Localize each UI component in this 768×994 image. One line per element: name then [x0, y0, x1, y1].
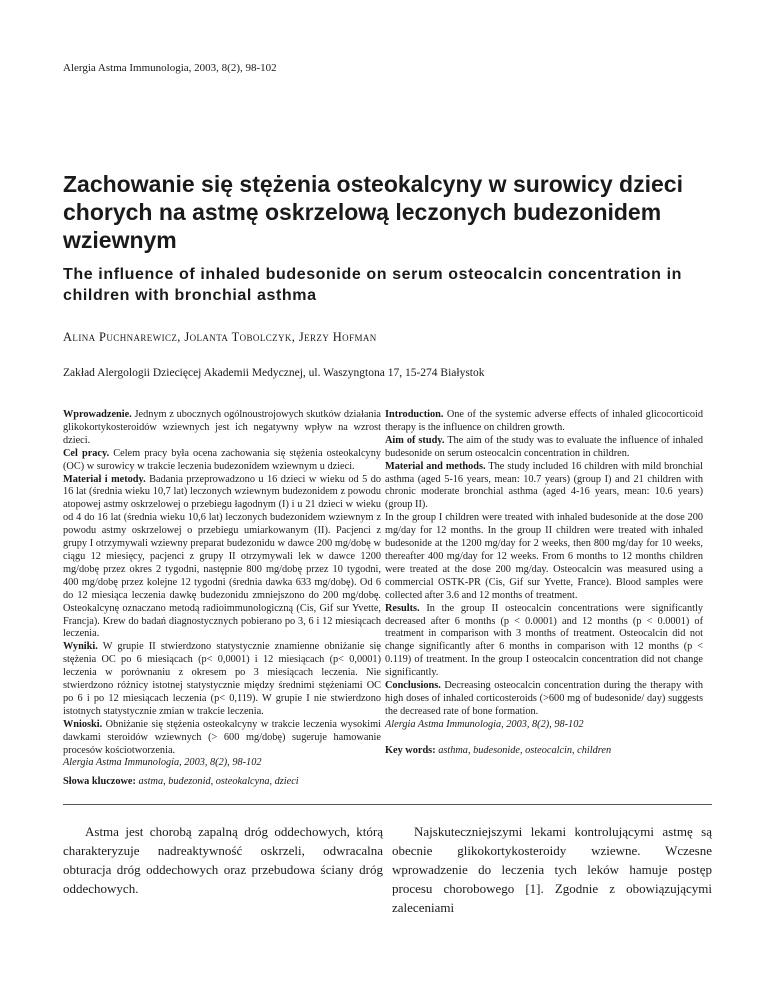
- abstract-pl-results-label: Wyniki.: [63, 641, 98, 653]
- abstract-en-conclusions-text: Decreasing osteocalcin concentration during the therapy with high doses of inhaled corticosteroids (>600 mg of budesonide/ day) suggests the decreased rate of bone formation.: [385, 680, 703, 717]
- body-text-left: Astma jest chorobą zapalną dróg oddechowych, którą charakteryzuje nadreaktywność oskrzeli, odwracalna obturacja dróg oddechowych oraz przebudowa ściany dróg oddechowych.: [63, 824, 383, 896]
- abstract-en-conclusions: [385, 680, 703, 719]
- abstract-en-methods-text: The study included 16 children with mild bronchial asthma (aged 5-16 years, mean: 10.7 years) (group I) and 21 children with chronic moderate bronchial asthma (aged 4-16 years, mean: 10.6 years) (group II).: [385, 460, 703, 511]
- abstract-en-aim-text: The aim of the study was to evaluate the influence of inhaled budesonide on serum osteocalcin concentration in children.: [385, 434, 703, 459]
- abstract-en-conclusions-label: Conclusions.: [385, 680, 441, 692]
- keywords-english: [385, 745, 703, 758]
- abstract-pl-methods-text: Badania przeprowadzono u 16 dzieci w wieku od 5 do 16 lat (średnia wieku 10,7 lat) leczonych wziewnym budezonidem z powodu atopowej astmy oskrzelowej o przebiegu łagodnym (I) i u 21 dzieci w wieku od 4 do 16 lat (średnia wieku 10,6 lat) leczonych budezonidem wziewnym z powodu astmy oskrzelowej o przebiegu umiarkowanym (II). Pacjenci z grupy I otrzymywali wziewny preparat budezonidu w dawce 200 mg/dobę w ciągu 12 miesięcy, pacjenci z grupy II otrzymywali lek w dawce 1200 mg/dobę przez okres 2 tygodni, następnie 800 mg/dobę przez 10 tygodni, 400 mg/dobę przez kolejne 12 tygodni (średnia dawka 633 mg/dobę). Od 6 do 12 miesiąca leczenia dawkę budezonidu zmniejszono do 200 mg/dobę. Osteokalcynę oznaczano metodą radioimmunologiczną (Cis, Gif sur Yvette, Francja). Krew do badań diagnostycznych pobierano po 3, 6 i 12 miesiącach leczenia.: [63, 473, 382, 640]
- title-english: The influence of inhaled budesonide on serum osteocalcin concentration in children with bronchial asthma: [63, 266, 682, 304]
- keywords-polish: [63, 776, 299, 787]
- abstract-english: [385, 409, 703, 758]
- abstract-pl-methods-label: Materiał i metody.: [63, 473, 146, 485]
- abstract-pl-methods: [63, 474, 381, 642]
- abstract-pl-conclusions-label: Wnioski.: [63, 718, 103, 730]
- abstract-pl-results: [63, 641, 381, 718]
- abstract-en-results-text: In the group II osteocalcin concentrations were significantly decreased after 6 months (p < 0.0001) and 12 months (p < 0.0001) of treatment in comparison with 3 months of treatment. Osteocalcin did not change significantly after 6 months in comparison with 12 months (p < 0.119) of treatment. In the group I osteocalcin concentration did not change significantly.: [385, 602, 703, 679]
- abstract-pl-intro-text: Jednym z ubocznych ogólnoustrojowych skutków działania glikokortykosteroidów wziewnych jest ich negatywny wpływ na wzrost dzieci.: [63, 409, 381, 446]
- journal-reference: Alergia Astma Immunologia, 2003, 8(2), 98-102: [63, 62, 277, 74]
- abstract-en-aim: [385, 435, 703, 461]
- body-text-right: Najskuteczniejszymi lekami kontrolującymi astmę są obecnie glikokortykosteroidy wziewne. Wczesne wprowadzenie do leczenia tych leków hamuje postęp procesu chorobowego [1]. Zgodnie z obowiązującymi zaleceniami: [392, 824, 712, 915]
- abstract-polish: [63, 409, 381, 770]
- abstract-en-results: [385, 603, 703, 680]
- section-divider: [63, 804, 712, 805]
- abstract-pl-intro: [63, 409, 381, 448]
- abstract-en-methods-label: Material and methods.: [385, 460, 486, 472]
- abstract-en-methods: [385, 461, 703, 513]
- keywords-en-label: Key words:: [385, 744, 436, 756]
- abstract-pl-aim: [63, 448, 381, 474]
- affiliation: Zakład Alergologii Dziecięcej Akademii Medycznej, ul. Waszyngtona 17, 15-274 Białystok: [63, 367, 485, 379]
- abstract-en-aim-label: Aim of study.: [385, 434, 445, 446]
- title-polish: Zachowanie się stężenia osteokalcyny w surowicy dzieci chorych na astmę oskrzelową leczonych budezonidem wziewnym: [63, 171, 683, 253]
- abstract-pl-results-text: W grupie II stwierdzono statystycznie znamienne obniżanie się stężenia OC po 6 miesiącach (p< 0,0001) i 12 miesiącach (p< 0,0001) leczenia w porównaniu z okresem po 3 miesiącach leczenia. Nie stwierdzono różnicy istotnej statystycznie między średnimi stężeniami OC po 6 i po 12 miesiącach leczenia (p< 0,119). W grupie I nie stwierdzono istotnych statystycznie zmian w trakcie leczenia.: [63, 641, 381, 717]
- abstract-pl-aim-label: Cel pracy.: [63, 447, 110, 459]
- abstract-en-citation: Alergia Astma Immunologia, 2003, 8(2), 98-102: [385, 718, 584, 730]
- abstract-en-intro-text: One of the systemic adverse effects of inhaled glicocorticoid therapy is the influence on children growth.: [385, 409, 703, 433]
- keywords-pl-text: astma, budezonid, osteokalcyna, dzieci: [135, 776, 299, 787]
- abstract-pl-conclusions: [63, 719, 381, 758]
- authors: Alina Puchnarewicz, Jolanta Tobolczyk, Jerzy Hofman: [63, 330, 377, 344]
- keywords-en-text: asthma, budesonide, osteocalcin, children: [435, 744, 612, 756]
- abstract-en-results-label: Results.: [385, 602, 420, 614]
- abstract-pl-citation: Alergia Astma Immunologia, 2003, 8(2), 98-102: [63, 757, 262, 769]
- abstract-en-intro-label: Introduction.: [385, 409, 444, 420]
- abstract-en-methods-2: In the group I children were treated with inhaled budesonide at the dose 200 mg/day for 12 months. In the group II children were treated with inhaled budesonide at the 1200 mg/day for 2 weeks, then 800 mg/day for 10 weeks, thereafter 400 mg/day for 12 weeks. From 6 months to 12 months children were treated at the dose 200 mg/day. Osteocalcin was measured using a commercial OSTK-PR (Cis, Gif sur Yvette, France). Blood samples were collected after 3.6 and 12 months of treatment.: [385, 512, 703, 601]
- abstract-pl-intro-label: Wprowadzenie.: [63, 409, 132, 420]
- abstract-pl-conclusions-text: Obniżanie się stężenia osteokalcyny w trakcie leczenia wysokimi dawkami steroidów wziewnych (> 600 mg/dobę) sugeruje hamowanie procesów kościotworzenia.: [63, 718, 381, 756]
- abstract-pl-aim-text: Celem pracy była ocena zachowania się stężenia osteokalcyny (OC) w surowicy w trakcie leczenia budezonidem wziewnym u dzieci.: [63, 447, 381, 472]
- abstract-en-intro: [385, 409, 703, 435]
- keywords-pl-label: Słowa kluczowe:: [63, 776, 136, 787]
